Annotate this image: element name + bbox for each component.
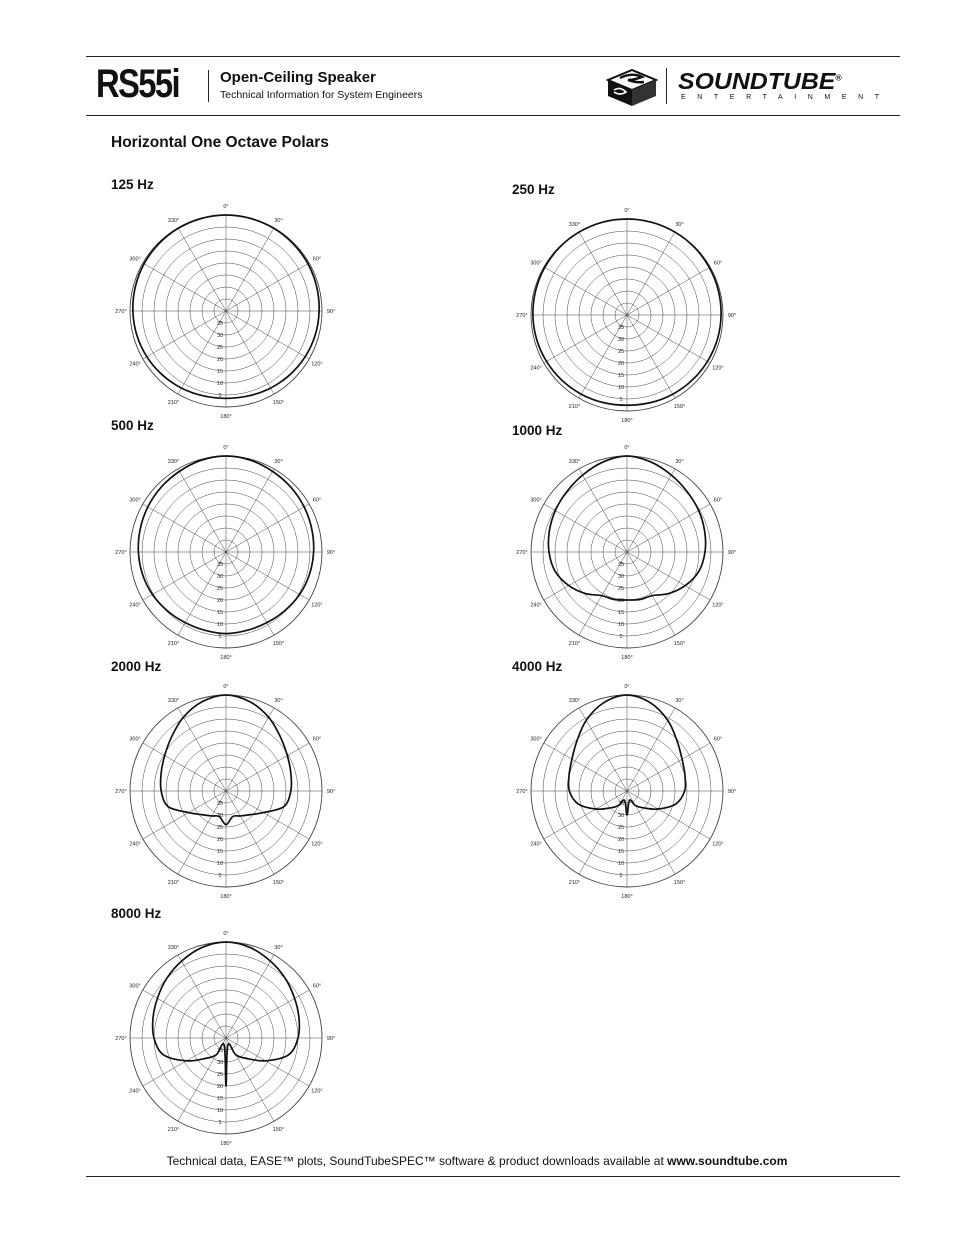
- polar-plot-2000hz: [111, 676, 341, 906]
- grid-spoke: [627, 791, 710, 839]
- polar-plot-250hz: [512, 200, 742, 430]
- footer-rule: [86, 1176, 900, 1177]
- grid-spoke: [627, 267, 710, 315]
- product-title: Open-Ceiling Speaker: [220, 69, 376, 86]
- brand-name-text: SOUNDTUBE: [678, 68, 836, 94]
- angle-tick-label: 150°: [673, 640, 686, 647]
- grid-spoke: [143, 504, 226, 552]
- polar-plot-125hz: [111, 196, 341, 426]
- angle-tick-label: 60°: [713, 736, 723, 743]
- radial-tick-label: 35: [617, 801, 625, 807]
- angle-tick-label: 90°: [326, 789, 336, 795]
- angle-tick-label: 120°: [712, 365, 724, 372]
- radial-tick-label: 25: [216, 345, 224, 351]
- footer-website-link[interactable]: www.soundtube.com: [667, 1154, 788, 1168]
- angle-tick-label: 30°: [274, 945, 283, 952]
- angle-tick-label: 240°: [530, 602, 542, 609]
- radial-tick-label: 20: [216, 598, 224, 604]
- angle-tick-label: 90°: [326, 1036, 336, 1042]
- radial-tick-label: 35: [216, 562, 224, 568]
- angle-tick-label: 150°: [272, 399, 285, 406]
- section-title: Horizontal One Octave Polars: [111, 134, 329, 151]
- grid-spoke: [226, 743, 309, 791]
- radial-tick-label: 10: [216, 1108, 224, 1114]
- radial-tick-label: 35: [216, 801, 224, 807]
- footer-text: Technical data, EASE™ plots, SoundTubeSPEC™ software & product downloads available at: [166, 1154, 668, 1168]
- radial-tick-label: 5: [619, 634, 623, 640]
- angle-tick-label: 0°: [624, 684, 630, 690]
- polar-title-500hz: 500 Hz: [111, 418, 154, 433]
- radial-tick-label: 30: [617, 813, 625, 819]
- radial-tick-label: 25: [216, 586, 224, 592]
- angle-tick-label: 270°: [516, 550, 528, 556]
- polar-title-250hz: 250 Hz: [512, 182, 555, 197]
- radial-tick-label: 20: [617, 361, 625, 367]
- angle-tick-label: 30°: [274, 459, 283, 466]
- angle-tick-label: 180°: [621, 418, 633, 424]
- angle-tick-label: 150°: [272, 640, 285, 647]
- polar-plot-1000hz: [512, 437, 742, 667]
- angle-tick-label: 300°: [129, 736, 141, 743]
- angle-tick-label: 60°: [312, 256, 322, 263]
- grid-spoke: [178, 955, 226, 1038]
- angle-tick-label: 300°: [129, 256, 141, 263]
- angle-tick-label: 210°: [167, 399, 180, 406]
- angle-tick-label: 180°: [621, 894, 633, 900]
- radial-tick-label: 10: [216, 861, 224, 867]
- radial-tick-label: 30: [216, 1060, 224, 1066]
- radial-tick-label: 25: [617, 349, 625, 355]
- footer-note: [0, 1154, 954, 1168]
- angle-tick-label: 0°: [223, 931, 229, 937]
- grid-spoke: [627, 469, 675, 552]
- grid-spoke: [226, 955, 274, 1038]
- angle-tick-label: 0°: [223, 445, 229, 451]
- angle-tick-label: 180°: [220, 894, 232, 900]
- radial-tick-label: 30: [216, 574, 224, 580]
- brand-subtitle: ENTERTAINMENT: [681, 94, 891, 101]
- angle-tick-label: 30°: [274, 218, 283, 225]
- angle-tick-label: 180°: [220, 1141, 232, 1147]
- polar-title-1000hz: 1000 Hz: [512, 423, 563, 438]
- angle-tick-label: 30°: [675, 698, 684, 705]
- brand-registered-mark: ®: [835, 73, 842, 83]
- radial-tick-label: 25: [617, 825, 625, 831]
- angle-tick-label: 240°: [129, 361, 141, 368]
- angle-tick-label: 240°: [129, 602, 141, 609]
- radial-tick-label: 20: [617, 837, 625, 843]
- angle-tick-label: 150°: [272, 1126, 285, 1133]
- angle-tick-label: 330°: [568, 222, 581, 229]
- grid-spoke: [544, 504, 627, 552]
- grid-spoke: [544, 743, 627, 791]
- grid-spoke: [627, 743, 710, 791]
- angle-tick-label: 240°: [530, 365, 542, 372]
- angle-tick-label: 0°: [223, 684, 229, 690]
- grid-spoke: [143, 1038, 226, 1086]
- grid-spoke: [226, 311, 309, 359]
- radial-tick-label: 10: [617, 622, 625, 628]
- polar-title-8000hz: 8000 Hz: [111, 906, 162, 921]
- angle-tick-label: 270°: [516, 313, 528, 319]
- polar-plot-4000hz: [512, 676, 742, 906]
- radial-tick-label: 20: [216, 357, 224, 363]
- radial-tick-label: 30: [617, 574, 625, 580]
- polar-title-125hz: 125 Hz: [111, 177, 154, 192]
- angle-tick-label: 270°: [115, 309, 127, 315]
- radial-tick-label: 25: [216, 1072, 224, 1078]
- grid-spoke: [226, 311, 274, 394]
- grid-spoke: [226, 1038, 309, 1086]
- radial-tick-label: 30: [216, 333, 224, 339]
- angle-tick-label: 30°: [274, 698, 283, 705]
- angle-tick-label: 240°: [129, 841, 141, 848]
- angle-tick-label: 30°: [675, 222, 684, 229]
- brand-name: [678, 68, 842, 95]
- grid-spoke: [143, 311, 226, 359]
- angle-tick-label: 210°: [167, 879, 180, 886]
- radial-tick-label: 15: [617, 373, 625, 379]
- angle-tick-label: 180°: [220, 414, 232, 420]
- radial-tick-label: 5: [218, 1120, 222, 1126]
- radial-tick-label: 35: [617, 325, 625, 331]
- radial-tick-label: 5: [619, 873, 623, 879]
- grid-spoke: [143, 990, 226, 1038]
- radial-tick-label: 25: [617, 586, 625, 592]
- angle-tick-label: 90°: [727, 550, 737, 556]
- radial-tick-label: 30: [216, 813, 224, 819]
- angle-tick-label: 330°: [167, 218, 180, 225]
- radial-tick-label: 15: [617, 849, 625, 855]
- angle-tick-label: 330°: [167, 945, 180, 952]
- grid-spoke: [544, 315, 627, 363]
- angle-tick-label: 210°: [568, 403, 581, 410]
- angle-tick-label: 330°: [167, 698, 180, 705]
- grid-spoke: [544, 791, 627, 839]
- angle-tick-label: 210°: [167, 640, 180, 647]
- angle-tick-label: 150°: [673, 879, 686, 886]
- angle-tick-label: 150°: [673, 403, 686, 410]
- grid-spoke: [178, 228, 226, 311]
- angle-tick-label: 240°: [129, 1088, 141, 1095]
- radial-tick-label: 30: [617, 337, 625, 343]
- radial-tick-label: 10: [617, 385, 625, 391]
- grid-spoke: [226, 504, 309, 552]
- radial-tick-label: 20: [216, 837, 224, 843]
- angle-tick-label: 270°: [115, 1036, 127, 1042]
- radial-tick-label: 15: [216, 1096, 224, 1102]
- grid-spoke: [226, 990, 309, 1038]
- grid-spoke: [226, 791, 274, 874]
- radial-tick-label: 5: [218, 873, 222, 879]
- grid-spoke: [178, 469, 226, 552]
- radial-tick-label: 35: [617, 562, 625, 568]
- angle-tick-label: 90°: [326, 309, 336, 315]
- angle-tick-label: 150°: [272, 879, 285, 886]
- angle-tick-label: 270°: [115, 789, 127, 795]
- grid-spoke: [627, 315, 710, 363]
- angle-tick-label: 240°: [530, 841, 542, 848]
- header-bottom-rule: [86, 115, 900, 116]
- radial-tick-label: 35: [216, 1048, 224, 1054]
- radial-tick-label: 10: [216, 622, 224, 628]
- polar-plot-500hz: [111, 437, 341, 667]
- angle-tick-label: 300°: [129, 497, 141, 504]
- radial-tick-label: 25: [216, 825, 224, 831]
- product-subtitle: Technical Information for System Engineers: [220, 89, 423, 101]
- radial-tick-label: 10: [216, 381, 224, 387]
- angle-tick-label: 0°: [624, 208, 630, 214]
- angle-tick-label: 60°: [312, 497, 322, 504]
- radial-tick-label: 15: [617, 610, 625, 616]
- angle-tick-label: 180°: [621, 655, 633, 661]
- grid-spoke: [226, 469, 274, 552]
- angle-tick-label: 330°: [568, 698, 581, 705]
- radial-tick-label: 35: [216, 321, 224, 327]
- angle-tick-label: 120°: [712, 602, 724, 609]
- radial-tick-label: 5: [218, 393, 222, 399]
- angle-tick-label: 120°: [311, 602, 323, 609]
- header-divider: [208, 70, 209, 102]
- grid-spoke: [226, 263, 309, 311]
- polar-plot-8000hz: [111, 923, 341, 1153]
- grid-spoke: [143, 263, 226, 311]
- angle-tick-label: 120°: [712, 841, 724, 848]
- polar-title-2000hz: 2000 Hz: [111, 659, 162, 674]
- angle-tick-label: 30°: [675, 459, 684, 466]
- angle-tick-label: 270°: [516, 789, 528, 795]
- radial-tick-label: 5: [619, 397, 623, 403]
- grid-spoke: [544, 267, 627, 315]
- angle-tick-label: 60°: [713, 260, 723, 267]
- angle-tick-label: 120°: [311, 1088, 323, 1095]
- angle-tick-label: 210°: [167, 1126, 180, 1133]
- angle-tick-label: 0°: [624, 445, 630, 451]
- grid-spoke: [627, 504, 710, 552]
- grid-spoke: [226, 228, 274, 311]
- angle-tick-label: 60°: [312, 736, 322, 743]
- grid-spoke: [627, 232, 675, 315]
- grid-spoke: [579, 469, 627, 552]
- angle-tick-label: 90°: [326, 550, 336, 556]
- angle-tick-label: 120°: [311, 361, 323, 368]
- radial-tick-label: 5: [218, 634, 222, 640]
- radial-tick-label: 20: [216, 1084, 224, 1090]
- grid-spoke: [178, 708, 226, 791]
- angle-tick-label: 330°: [568, 459, 581, 466]
- model-name: RS55i: [96, 62, 179, 106]
- angle-tick-label: 300°: [530, 736, 542, 743]
- angle-tick-label: 60°: [713, 497, 723, 504]
- angle-tick-label: 210°: [568, 879, 581, 886]
- grid-spoke: [579, 232, 627, 315]
- grid-spoke: [143, 743, 226, 791]
- grid-spoke: [226, 791, 309, 839]
- angle-tick-label: 300°: [530, 260, 542, 267]
- angle-tick-label: 270°: [115, 550, 127, 556]
- angle-tick-label: 300°: [129, 983, 141, 990]
- angle-tick-label: 0°: [223, 204, 229, 210]
- radial-tick-label: 20: [617, 598, 625, 604]
- radial-tick-label: 15: [216, 369, 224, 375]
- radial-tick-label: 10: [617, 861, 625, 867]
- grid-spoke: [143, 791, 226, 839]
- angle-tick-label: 90°: [727, 313, 737, 319]
- polar-title-4000hz: 4000 Hz: [512, 659, 563, 674]
- radial-tick-label: 15: [216, 849, 224, 855]
- grid-spoke: [627, 315, 675, 398]
- angle-tick-label: 210°: [568, 640, 581, 647]
- grid-spoke: [226, 552, 309, 600]
- brand-divider: [666, 68, 667, 104]
- angle-tick-label: 60°: [312, 983, 322, 990]
- angle-tick-label: 180°: [220, 655, 232, 661]
- angle-tick-label: 330°: [167, 459, 180, 466]
- angle-tick-label: 120°: [311, 841, 323, 848]
- angle-tick-label: 90°: [727, 789, 737, 795]
- grid-spoke: [226, 708, 274, 791]
- radial-tick-label: 15: [216, 610, 224, 616]
- grid-spoke: [143, 552, 226, 600]
- soundtube-cube-logo-icon: [606, 68, 658, 108]
- header-top-rule: [86, 56, 900, 57]
- angle-tick-label: 300°: [530, 497, 542, 504]
